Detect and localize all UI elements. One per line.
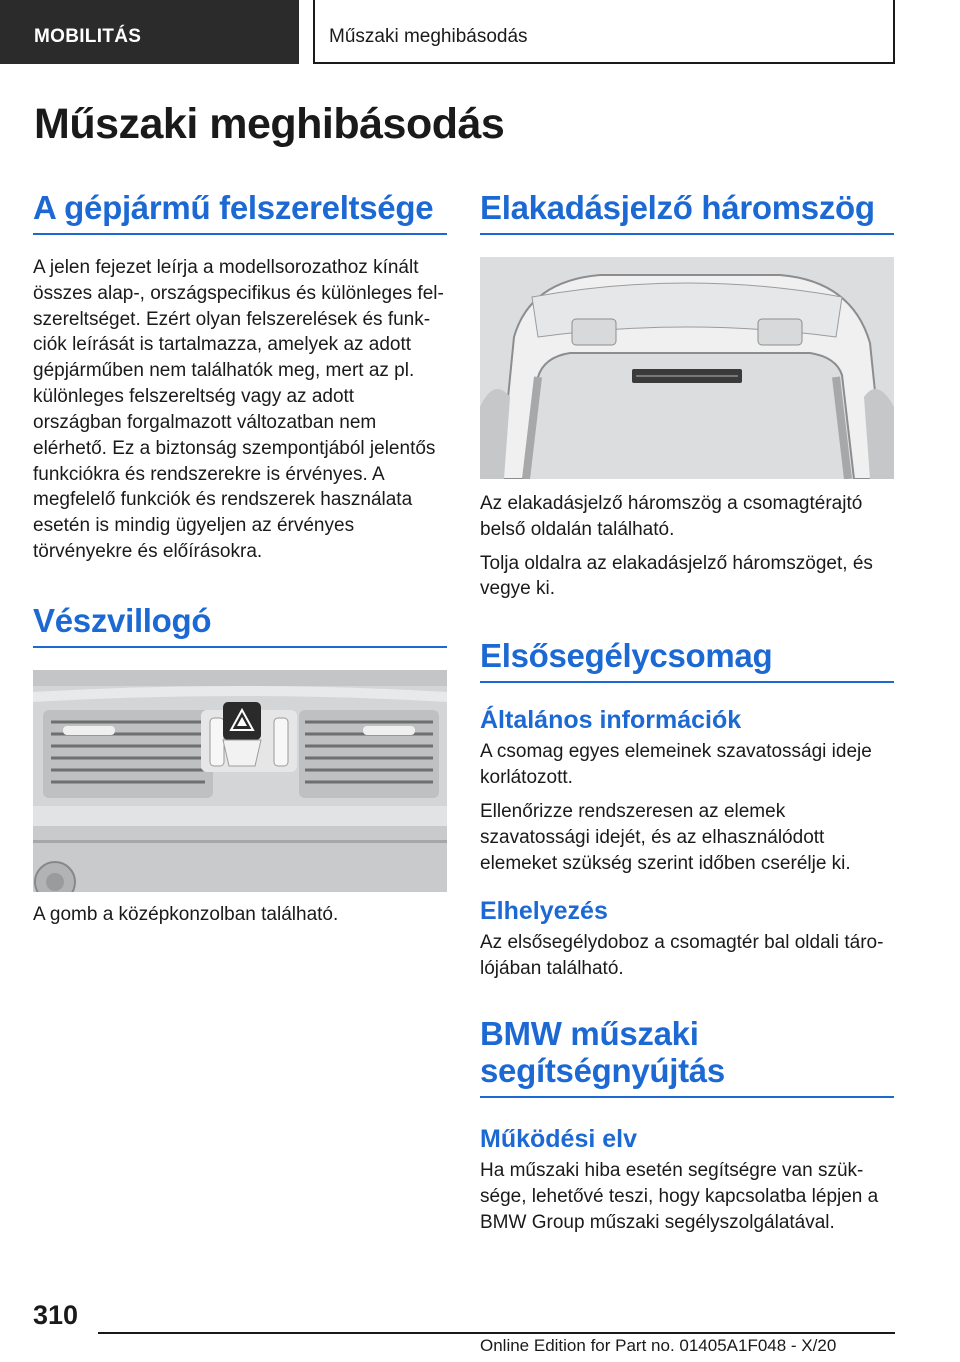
- location-heading: Elhelyezés: [480, 897, 608, 926]
- general-text-2: Ellenőrizze rendszeresen az elemek szavatossági idejét, és az elhasználódott elemeket szükség szerint időben cserélje ki.: [480, 800, 851, 874]
- hazard-button: [223, 702, 261, 740]
- location-text: Az elsősegélydoboz a csomagtér bal oldali tárolójában található.: [480, 932, 884, 980]
- triangle-text-2: Tolja oldalra az elakadásjelző háromszöget, és vegye ki.: [480, 552, 873, 600]
- hazard-caption: A gomb a középkonzolban található.: [33, 903, 339, 925]
- tailgate-photo: [480, 257, 894, 479]
- left-column: [33, 190, 447, 928]
- principle-text: Ha műszaki hiba esetén segítségre van szüksége, lehetővé teszi, hogy kapcsolatba lépjen a BMW Group műszaki segélyszolgálatával.: [480, 1159, 879, 1233]
- page-number: 310: [33, 1300, 79, 1330]
- bmw-assistance-heading: BMW műszaki segítségnyújtás: [480, 1016, 894, 1098]
- principle-heading: Működési elv: [480, 1124, 637, 1153]
- footer-rule: [98, 1332, 895, 1334]
- page-title: Műszaki meghibásodás: [34, 100, 505, 148]
- general-text-1: A csomag egyes elemeinek szavatossági ideje korlátozott.: [480, 741, 872, 789]
- firstaid-heading: Elsősegélycsomag: [480, 638, 894, 683]
- edition-footer: Online Edition for Part no. 01405A1F048 - X/20: [480, 1336, 837, 1355]
- section-header: Műszaki meghibásodás: [313, 0, 895, 64]
- equipment-text: A jelen fejezet leírja a modellsorozathoz kínált összes alap-, országspecifikus és különleges felszereltséget. Ezért olyan felszerelések és funkciók leírását is tartalmazza, amelyek az adott gépjárműben nem találhatók meg, mert az pl. különleges felszereltség vagy az adott országban forgalmazott változatban nem elérhető. Ez a biztonság szempontjából jelentős funkciókra és rendszerekre is érvényes. A megfelelő funkciók és rendszerek használata esetén is mindig ügyeljen az érvényes törvényekre és előírásokra.: [33, 256, 444, 563]
- right-column: [480, 190, 894, 1235]
- hazard-heading: Vészvillogó: [33, 603, 447, 648]
- hazard-switch-photo: [33, 670, 447, 892]
- left-air-vent: [43, 710, 213, 798]
- equipment-heading: A gépjármű felszereltsége: [33, 190, 447, 235]
- triangle-heading: Elakadásjelző háromszög: [480, 190, 894, 235]
- chapter-tab: MOBILITÁS: [0, 0, 299, 64]
- triangle-text-1: Az elakadásjelző háromszög a csomagtérajtó belső oldalán található.: [480, 492, 863, 540]
- right-air-vent: [299, 710, 439, 798]
- general-info-heading: Általános információk: [480, 706, 742, 735]
